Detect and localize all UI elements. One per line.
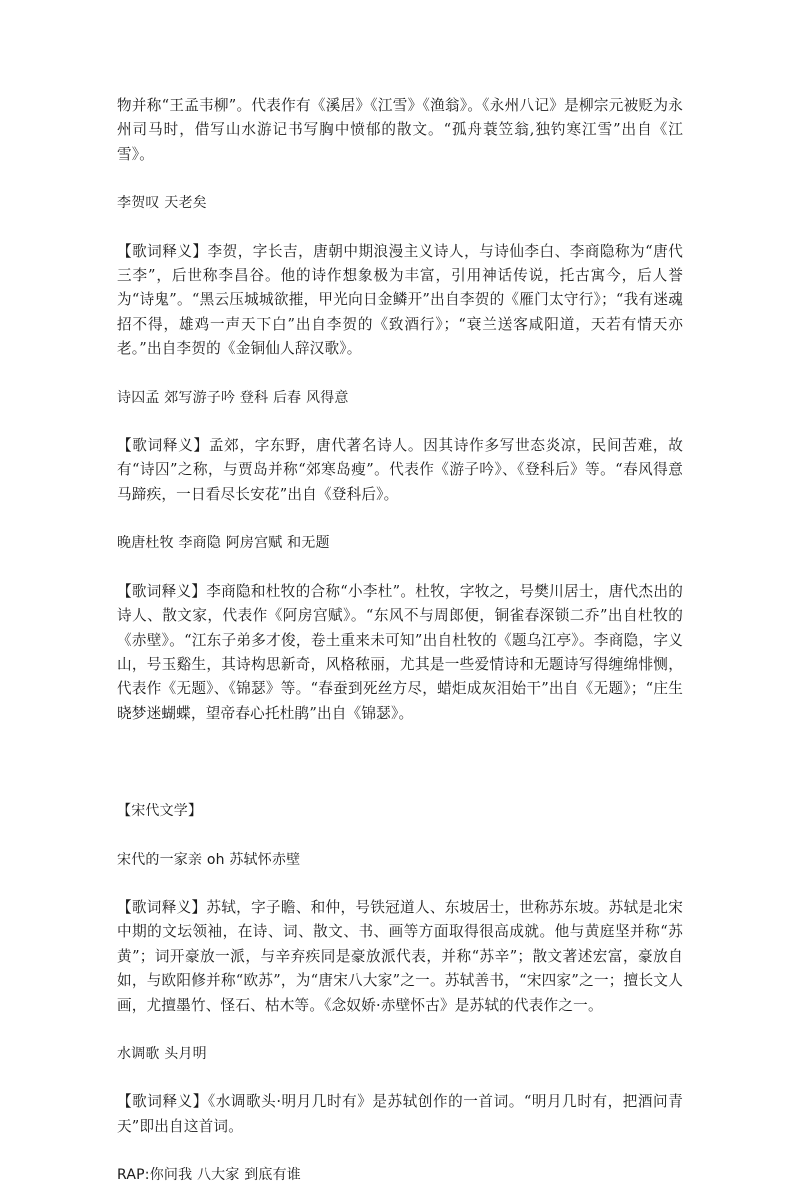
paragraph-shui-diao-ge-tou: 【歌词释义】《水调歌头·明月几时有》是苏轼创作的一首词。“明月几时有，把酒问青天”即出自这首词。 [117,1093,683,1135]
lyric-line-meng-jiao: 诗囚孟 郊写游子吟 登科 后春 风得意 [117,389,349,406]
document-page [117,94,683,1188]
lyric-line-su-shi: 宋代的一家亲 oh 苏轼怀赤壁 [117,851,301,868]
paragraph-liu-zongyuan: 物并称“王孟韦柳”。代表作有《溪居》《江雪》《渔翁》。《永州八记》是柳宗元被贬为永州司马时，借写山水游记书写胸中愤郁的散文。“孤舟蓑笠翁,独钓寒江雪”出自《江雪》。 [117,97,683,163]
paragraph-du-mu-li-shangyin: 【歌词释义】李商隐和杜牧的合称“小李杜”。杜牧，字牧之，号樊川居士，唐代杰出的诗人、散文家，代表作《阿房宫赋》。“东风不与周郎便，铜雀春深锁二乔”出自杜牧的《赤壁》。“江东子弟多才俊，卷土重来未可知”出自杜牧的《题乌江亭》。李商隐，字义山，号玉谿生，其诗构思新奇，风格秾丽，尤其是一些爱情诗和无题诗写得缠绵悱恻，代表作《无题》、《锦瑟》等。“春蚕到死丝方尽，蜡炬成灰泪始干”出自《无题》；“庄生晓梦迷蝴蝶，望帝春心托杜鹃”出自《锦瑟》。 [117,582,683,722]
paragraph-su-shi: 【歌词释义】苏轼，字子瞻、和仲，号铁冠道人、东坡居士，世称苏东坡。苏轼是北宋中期的文坛领袖，在诗、词、散文、书、画等方面取得很高成就。他与黄庭坚并称“苏黄”；词开豪放一派，与辛弃疾同是豪放派代表，并称“苏辛”；散文著述宏富，豪放自如，与欧阳修并称“欧苏”，为“唐宋八大家”之一。苏轼善书，“宋四家”之一；擅长文人画，尤擅墨竹、怪石、枯木等。《念奴娇·赤壁怀古》是苏轼的代表作之一。 [117,898,683,1014]
lyric-line-shui-diao-ge-tou: 水调歌 头月明 [117,1045,207,1062]
lyric-line-li-he: 李贺叹 天老矣 [117,195,207,212]
lyric-line-rap: RAP:你问我 八大家 到底有谁 [117,1167,301,1184]
lyric-line-du-mu-li-shangyin: 晚唐杜牧 李商隐 阿房宫赋 和无题 [117,535,330,552]
section-title-song-literature: 【宋代文学】 [117,803,203,820]
paragraph-meng-jiao: 【歌词释义】孟郊，字东野，唐代著名诗人。因其诗作多写世态炎凉，民间苦难，故有“诗囚”之称，与贾岛并称“郊寒岛瘦”。代表作《游子吟》、《登科后》等。“春风得意马蹄疾，一日看尽长安花”出自《登科后》。 [117,437,683,503]
paragraph-li-he: 【歌词释义】李贺，字长吉，唐朝中期浪漫主义诗人，与诗仙李白、李商隐称为“唐代三李”，后世称李昌谷。他的诗作想象极为丰富，引用神话传说，托古寓今，后人誉为“诗鬼”。“黑云压城城欲摧，甲光向日金鳞开”出自李贺的《雁门太守行》；“我有迷魂招不得，雄鸡一声天下白”出自李贺的《致酒行》；“衰兰送客咸阳道，天若有情天亦老。”出自李贺的《金铜仙人辞汉歌》。 [117,242,683,358]
